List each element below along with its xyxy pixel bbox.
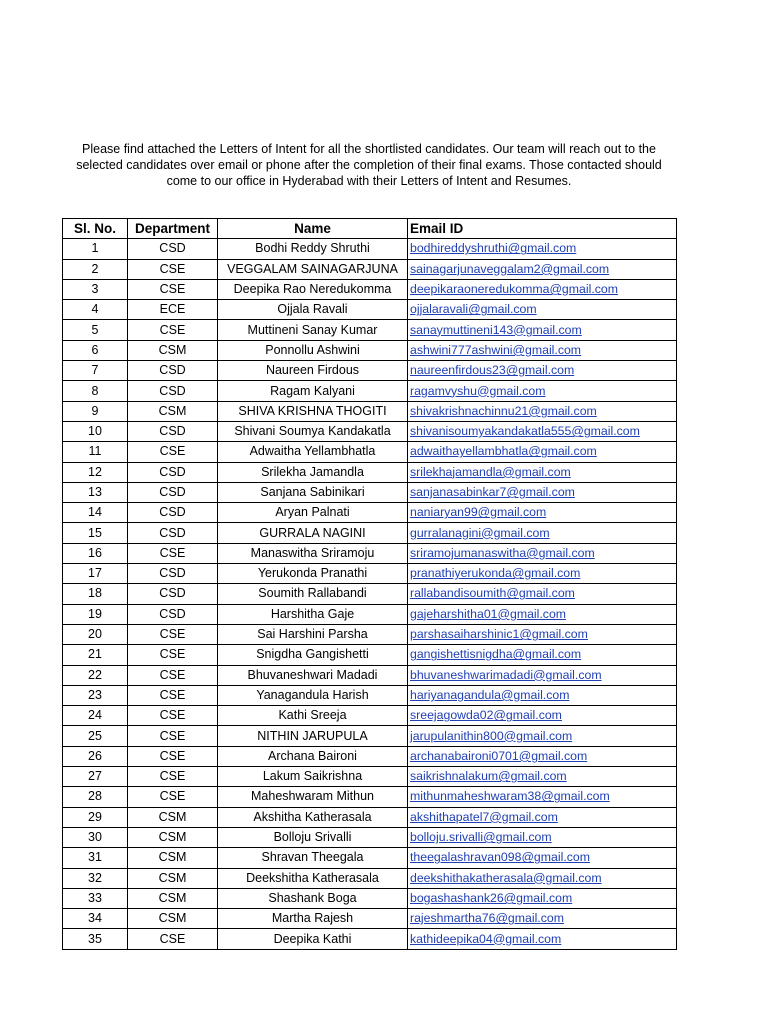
- cell-email: [408, 421, 677, 441]
- cell-sl-no: 34: [63, 909, 128, 929]
- email-link[interactable]: bolloju.srivalli@gmail.com: [410, 830, 552, 845]
- email-link[interactable]: srilekhajamandla@gmail.com: [410, 464, 571, 479]
- cell-email: [408, 381, 677, 401]
- cell-department: CSM: [128, 340, 218, 360]
- cell-sl-no: 14: [63, 503, 128, 523]
- table-row: [63, 361, 677, 381]
- cell-sl-no: 33: [63, 888, 128, 908]
- cell-email: [408, 685, 677, 705]
- header-sl-no: Sl. No.: [63, 219, 128, 239]
- cell-email: [408, 665, 677, 685]
- email-link[interactable]: ojjalaravali@gmail.com: [410, 302, 537, 317]
- cell-department: CSD: [128, 462, 218, 482]
- cell-name: Shivani Soumya Kandakatla: [218, 421, 408, 441]
- cell-department: CSD: [128, 564, 218, 584]
- cell-sl-no: 9: [63, 401, 128, 421]
- cell-email: [408, 909, 677, 929]
- cell-sl-no: 29: [63, 807, 128, 827]
- table-row: [63, 503, 677, 523]
- intro-paragraph: Please find attached the Letters of Intent for all the shortlisted candidates. Our team will reach out to the selected candidates over email or phone after the completion of their final exams. Those contacted should come to our office in Hyderabad with their Letters of Intent and Resumes.: [76, 141, 662, 188]
- cell-name: Bolloju Srivalli: [218, 827, 408, 847]
- cell-email: [408, 767, 677, 787]
- table-row: [63, 381, 677, 401]
- email-link[interactable]: deepikaraoneredukomma@gmail.com: [410, 282, 618, 297]
- cell-name: Ragam Kalyani: [218, 381, 408, 401]
- cell-name: Yerukonda Pranathi: [218, 564, 408, 584]
- cell-email: [408, 584, 677, 604]
- cell-department: CSE: [128, 320, 218, 340]
- table-row: [63, 726, 677, 746]
- cell-email: [408, 848, 677, 868]
- email-link[interactable]: gurralanagini@gmail.com: [410, 525, 550, 540]
- cell-email: [408, 726, 677, 746]
- email-link[interactable]: archanabaironi0701@gmail.com: [410, 748, 588, 763]
- cell-name: SHIVA KRISHNA THOGITI: [218, 401, 408, 421]
- cell-department: CSD: [128, 523, 218, 543]
- cell-department: CSE: [128, 442, 218, 462]
- table-row: [63, 645, 677, 665]
- cell-name: Deepika Kathi: [218, 929, 408, 949]
- cell-name: Shashank Boga: [218, 888, 408, 908]
- table-header-row: [63, 219, 677, 239]
- cell-email: [408, 868, 677, 888]
- table-row: [63, 685, 677, 705]
- cell-department: CSE: [128, 787, 218, 807]
- cell-sl-no: 2: [63, 259, 128, 279]
- table-row: [63, 340, 677, 360]
- email-link[interactable]: parshasaiharshinic1@gmail.com: [410, 627, 588, 642]
- cell-department: CSM: [128, 827, 218, 847]
- cell-department: CSE: [128, 706, 218, 726]
- cell-email: [408, 503, 677, 523]
- cell-name: Adwaitha Yellambhatla: [218, 442, 408, 462]
- cell-sl-no: 21: [63, 645, 128, 665]
- email-link[interactable]: gajeharshitha01@gmail.com: [410, 606, 567, 621]
- cell-name: NITHIN JARUPULA: [218, 726, 408, 746]
- cell-sl-no: 12: [63, 462, 128, 482]
- cell-department: CSD: [128, 421, 218, 441]
- email-link[interactable]: sanaymuttineni143@gmail.com: [410, 322, 582, 337]
- cell-sl-no: 17: [63, 564, 128, 584]
- cell-department: ECE: [128, 300, 218, 320]
- cell-name: VEGGALAM SAINAGARJUNA: [218, 259, 408, 279]
- table-row: [63, 279, 677, 299]
- cell-name: Kathi Sreeja: [218, 706, 408, 726]
- cell-email: [408, 361, 677, 381]
- cell-sl-no: 8: [63, 381, 128, 401]
- cell-email: [408, 564, 677, 584]
- email-link[interactable]: mithunmaheshwaram38@gmail.com: [410, 789, 610, 804]
- cell-name: Naureen Firdous: [218, 361, 408, 381]
- cell-sl-no: 4: [63, 300, 128, 320]
- cell-name: Yanagandula Harish: [218, 685, 408, 705]
- table-row: [63, 320, 677, 340]
- cell-sl-no: 32: [63, 868, 128, 888]
- cell-department: CSD: [128, 604, 218, 624]
- table-row: [63, 929, 677, 949]
- header-name: Name: [218, 219, 408, 239]
- cell-name: Lakum Saikrishna: [218, 767, 408, 787]
- cell-email: [408, 827, 677, 847]
- cell-email: [408, 300, 677, 320]
- cell-sl-no: 15: [63, 523, 128, 543]
- table-row: [63, 300, 677, 320]
- cell-department: CSD: [128, 503, 218, 523]
- table-row: [63, 482, 677, 502]
- table-row: [63, 564, 677, 584]
- email-link[interactable]: sainagarjunaveggalam2@gmail.com: [410, 261, 610, 276]
- cell-sl-no: 24: [63, 706, 128, 726]
- cell-department: CSD: [128, 584, 218, 604]
- email-link[interactable]: jarupulanithin800@gmail.com: [410, 728, 573, 743]
- email-link[interactable]: naniaryan99@gmail.com: [410, 505, 547, 520]
- email-link[interactable]: saikrishnalakum@gmail.com: [410, 769, 567, 784]
- cell-department: CSE: [128, 746, 218, 766]
- table-row: [63, 239, 677, 259]
- cell-email: [408, 401, 677, 421]
- cell-name: Archana Baironi: [218, 746, 408, 766]
- cell-name: Sai Harshini Parsha: [218, 624, 408, 644]
- cell-sl-no: 26: [63, 746, 128, 766]
- table-row: [63, 604, 677, 624]
- cell-sl-no: 31: [63, 848, 128, 868]
- email-link[interactable]: hariyanagandula@gmail.com: [410, 687, 570, 702]
- cell-name: Snigdha Gangishetti: [218, 645, 408, 665]
- table-row: [63, 665, 677, 685]
- table-row: [63, 746, 677, 766]
- cell-name: Martha Rajesh: [218, 909, 408, 929]
- email-link[interactable]: sreejagowda02@gmail.com: [410, 708, 562, 723]
- cell-sl-no: 27: [63, 767, 128, 787]
- cell-email: [408, 746, 677, 766]
- cell-name: Bodhi Reddy Shruthi: [218, 239, 408, 259]
- cell-sl-no: 16: [63, 543, 128, 563]
- cell-sl-no: 20: [63, 624, 128, 644]
- table-row: [63, 767, 677, 787]
- email-link[interactable]: sriramojumanaswitha@gmail.com: [410, 545, 595, 560]
- cell-email: [408, 239, 677, 259]
- email-link[interactable]: ragamvyshu@gmail.com: [410, 383, 546, 398]
- cell-email: [408, 807, 677, 827]
- cell-name: Shravan Theegala: [218, 848, 408, 868]
- cell-department: CSE: [128, 543, 218, 563]
- table-row: [63, 624, 677, 644]
- cell-department: CSE: [128, 685, 218, 705]
- cell-email: [408, 888, 677, 908]
- table-row: [63, 827, 677, 847]
- email-link[interactable]: naureenfirdous23@gmail.com: [410, 363, 575, 378]
- candidates-table: [62, 218, 677, 950]
- table-row: [63, 259, 677, 279]
- cell-department: CSE: [128, 665, 218, 685]
- cell-name: Ponnollu Ashwini: [218, 340, 408, 360]
- cell-sl-no: 6: [63, 340, 128, 360]
- cell-email: [408, 523, 677, 543]
- table-row: [63, 401, 677, 421]
- cell-department: CSE: [128, 624, 218, 644]
- cell-email: [408, 543, 677, 563]
- email-link[interactable]: bogashashank26@gmail.com: [410, 890, 573, 905]
- email-link[interactable]: shivakrishnachinnu21@gmail.com: [410, 403, 597, 418]
- table-row: [63, 807, 677, 827]
- table-row: [63, 848, 677, 868]
- email-link[interactable]: akshithapatel7@gmail.com: [410, 809, 558, 824]
- cell-name: Ojjala Ravali: [218, 300, 408, 320]
- cell-name: Aryan Palnati: [218, 503, 408, 523]
- email-link[interactable]: rallabandisoumith@gmail.com: [410, 586, 575, 601]
- cell-email: [408, 259, 677, 279]
- cell-email: [408, 279, 677, 299]
- cell-name: Maheshwaram Mithun: [218, 787, 408, 807]
- cell-email: [408, 787, 677, 807]
- cell-sl-no: 30: [63, 827, 128, 847]
- email-link[interactable]: theegalashravan098@gmail.com: [410, 850, 590, 865]
- cell-sl-no: 25: [63, 726, 128, 746]
- cell-name: GURRALA NAGINI: [218, 523, 408, 543]
- cell-sl-no: 3: [63, 279, 128, 299]
- cell-department: CSD: [128, 361, 218, 381]
- cell-department: CSE: [128, 645, 218, 665]
- cell-department: CSM: [128, 401, 218, 421]
- header-email-id: Email ID: [408, 219, 677, 239]
- cell-sl-no: 18: [63, 584, 128, 604]
- cell-name: Deepika Rao Neredukomma: [218, 279, 408, 299]
- cell-department: CSM: [128, 909, 218, 929]
- cell-sl-no: 7: [63, 361, 128, 381]
- cell-email: [408, 604, 677, 624]
- cell-department: CSD: [128, 239, 218, 259]
- table-row: [63, 909, 677, 929]
- table-row: [63, 543, 677, 563]
- cell-email: [408, 624, 677, 644]
- email-link[interactable]: deekshithakatherasala@gmail.com: [410, 870, 602, 885]
- email-link[interactable]: gangishettisnigdha@gmail.com: [410, 647, 582, 662]
- cell-name: Manaswitha Sriramoju: [218, 543, 408, 563]
- cell-name: Soumith Rallabandi: [218, 584, 408, 604]
- cell-department: CSM: [128, 888, 218, 908]
- cell-sl-no: 1: [63, 239, 128, 259]
- cell-email: [408, 482, 677, 502]
- cell-sl-no: 28: [63, 787, 128, 807]
- table-row: [63, 787, 677, 807]
- cell-department: CSE: [128, 767, 218, 787]
- cell-department: CSE: [128, 279, 218, 299]
- cell-email: [408, 442, 677, 462]
- table-row: [63, 706, 677, 726]
- cell-name: Muttineni Sanay Kumar: [218, 320, 408, 340]
- cell-name: Bhuvaneshwari Madadi: [218, 665, 408, 685]
- table-row: [63, 868, 677, 888]
- table-row: [63, 442, 677, 462]
- cell-name: Harshitha Gaje: [218, 604, 408, 624]
- table-row: [63, 462, 677, 482]
- email-link[interactable]: rajeshmartha76@gmail.com: [410, 911, 564, 926]
- email-link[interactable]: adwaithayellambhatla@gmail.com: [410, 444, 597, 459]
- cell-department: CSD: [128, 381, 218, 401]
- cell-sl-no: 11: [63, 442, 128, 462]
- cell-sl-no: 19: [63, 604, 128, 624]
- email-link[interactable]: sanjanasabinkar7@gmail.com: [410, 485, 575, 499]
- cell-department: CSE: [128, 259, 218, 279]
- cell-department: CSM: [128, 807, 218, 827]
- cell-name: Akshitha Katherasala: [218, 807, 408, 827]
- cell-sl-no: 23: [63, 685, 128, 705]
- email-link[interactable]: bhuvaneshwarimadadi@gmail.com: [410, 667, 602, 682]
- email-link[interactable]: bodhireddyshruthi@gmail.com: [410, 241, 577, 256]
- cell-name: Sanjana Sabinikari: [218, 482, 408, 502]
- table-row: [63, 421, 677, 441]
- cell-sl-no: 5: [63, 320, 128, 340]
- email-link[interactable]: ashwini777ashwini@gmail.com: [410, 342, 582, 357]
- cell-department: CSE: [128, 726, 218, 746]
- email-link[interactable]: pranathiyerukonda@gmail.com: [410, 566, 581, 581]
- cell-department: CSD: [128, 482, 218, 502]
- table-row: [63, 584, 677, 604]
- cell-email: [408, 645, 677, 665]
- cell-email: [408, 320, 677, 340]
- header-department: Department: [128, 219, 218, 239]
- cell-sl-no: 35: [63, 929, 128, 949]
- cell-email: [408, 340, 677, 360]
- cell-email: [408, 929, 677, 949]
- cell-email: [408, 706, 677, 726]
- table-row: [63, 523, 677, 543]
- cell-department: CSM: [128, 868, 218, 888]
- cell-department: CSM: [128, 848, 218, 868]
- cell-email: [408, 462, 677, 482]
- cell-name: Srilekha Jamandla: [218, 462, 408, 482]
- cell-sl-no: 22: [63, 665, 128, 685]
- cell-department: CSE: [128, 929, 218, 949]
- email-link[interactable]: shivanisoumyakandakatla555@gmail.com: [410, 424, 640, 439]
- cell-sl-no: 10: [63, 421, 128, 441]
- cell-name: Deekshitha Katherasala: [218, 868, 408, 888]
- table-row: [63, 888, 677, 908]
- email-link[interactable]: kathideepika04@gmail.com: [410, 931, 562, 946]
- cell-sl-no: 13: [63, 482, 128, 502]
